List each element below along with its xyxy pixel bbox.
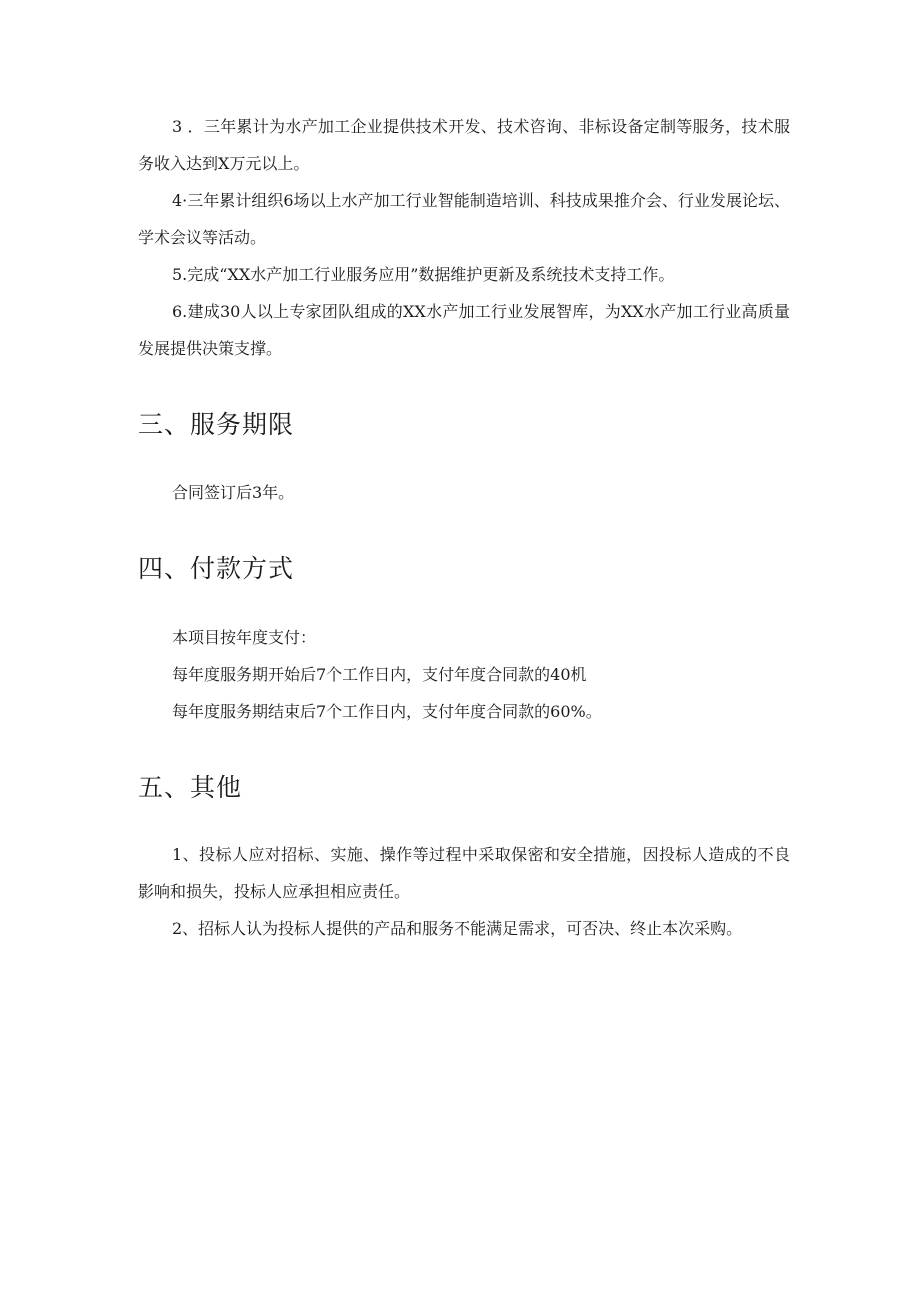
item-6-paragraph: 6.建成30人以上专家团队组成的XX水产加工行业发展智库，为XX水产加工行业高质量发展提供决策支撑。 (138, 302, 790, 358)
other-item-2-paragraph: 2、招标人认为投标人提供的产品和服务不能满足需求，可否决、终止本次采购。 (172, 919, 743, 938)
service-term-text: 合同签订后3年。 (172, 483, 295, 502)
payment-intro: 本项目按年度支付： (172, 628, 317, 647)
payment-first-installment: 每年度服务期开始后7个工作日内，支付年度合同款的40机 (172, 665, 587, 684)
section-3-heading: 三、服务期限 (138, 410, 295, 439)
section-5-heading: 五、其他 (138, 773, 243, 802)
payment-second-installment: 每年度服务期结束后7个工作日内，支付年度合同款的60%。 (172, 702, 602, 721)
section-4-heading: 四、付款方式 (138, 554, 295, 583)
item-5-paragraph: 5.完成“XX水产加工行业服务应用”数据维护更新及系统技术支持工作。 (172, 265, 675, 284)
other-item-1-paragraph: 1、投标人应对招标、实施、操作等过程中采取保密和安全措施，因投标人造成的不良影响和损失，投标人应承担相应责任。 (138, 845, 790, 901)
item-4-paragraph: 4·三年累计组织6场以上水产加工行业智能制造培训、科技成果推介会、行业发展论坛、学术会议等活动。 (138, 191, 790, 247)
item-3-paragraph: 3 ．三年累计为水产加工企业提供技术开发、技术咨询、非标设备定制等服务，技术服务收入达到X万元以上。 (138, 117, 790, 173)
